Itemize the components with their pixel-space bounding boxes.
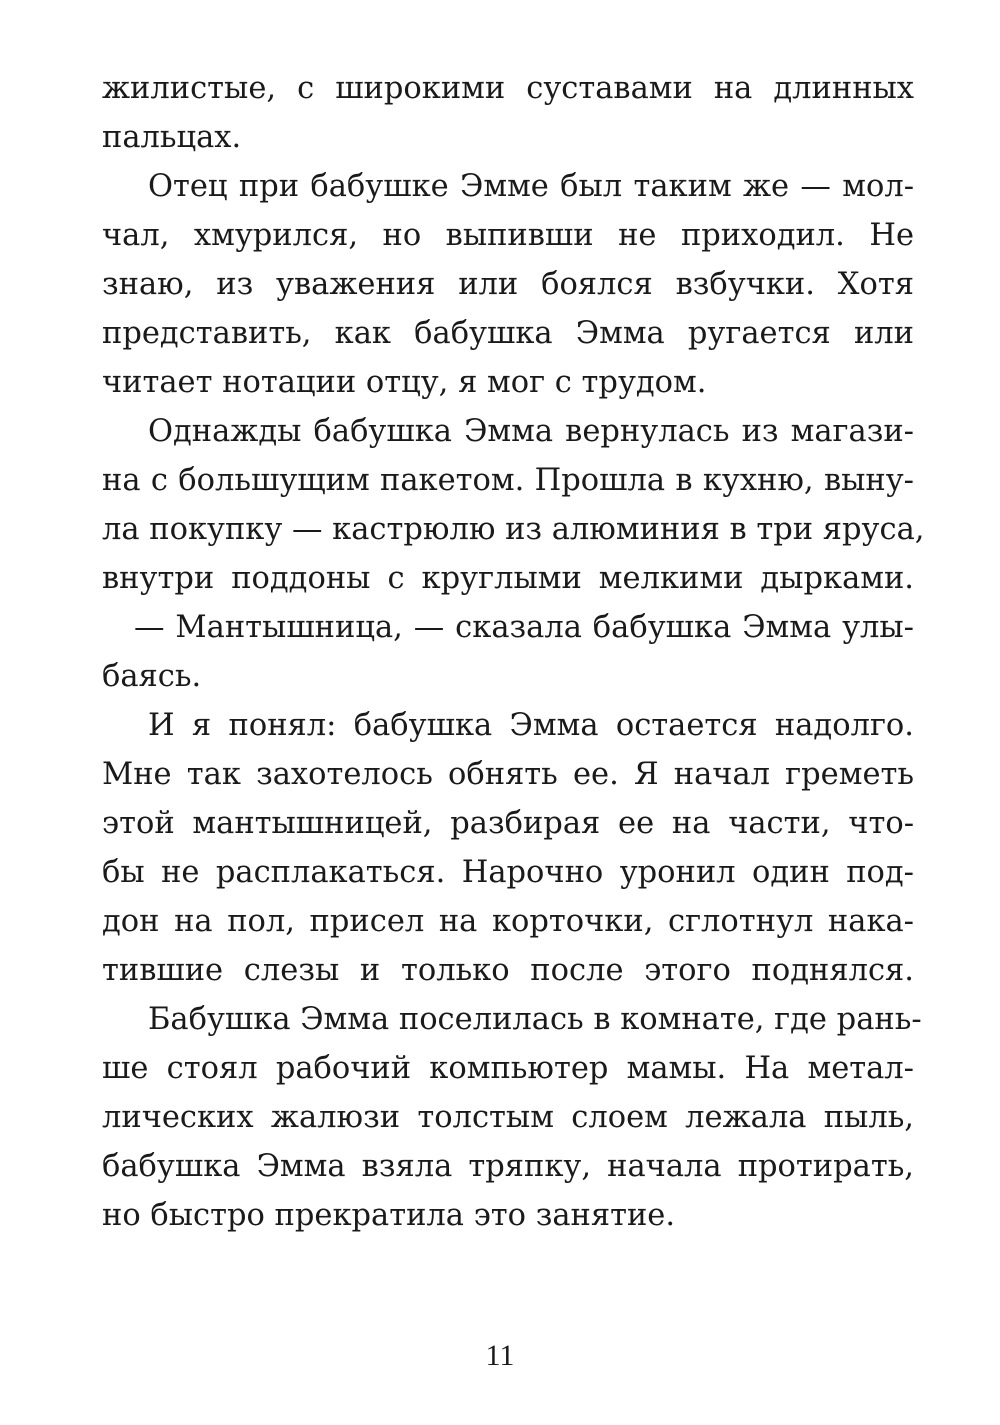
text-line: на с большущим пакетом. Прошла в кухню, выну-: [102, 463, 914, 498]
text-line: Отец при бабушке Эмме был таким же — мол-: [148, 169, 914, 204]
text-line: баясь.: [102, 659, 202, 694]
text-line: ла покупку — кастрюлю из алюминия в три яруса,: [102, 512, 925, 547]
text-line: ше стоял рабочий компьютер мамы. На метал-: [102, 1051, 914, 1086]
page-number: 11: [485, 1339, 515, 1372]
text-line: представить, как бабушка Эмма ругается или: [102, 316, 914, 351]
text-line: лических жалюзи толстым слоем лежала пыль,: [102, 1100, 914, 1135]
text-line: тившие слезы и только после этого поднялся.: [102, 953, 914, 988]
text-line: читает нотации отцу, я мог с трудом.: [102, 365, 707, 400]
text-line: Бабушка Эмма поселилась в комнате, где рань-: [148, 1002, 922, 1037]
text-line: этой мантышницей, разбирая ее на части, что-: [102, 806, 914, 841]
text-line: бы не расплакаться. Нарочно уронил один под-: [102, 855, 914, 890]
text-line: пальцах.: [102, 120, 242, 155]
text-line: чал, хмурился, но выпивши не приходил. Не: [102, 218, 914, 253]
text-line: знаю, из уважения или боялся взбучки. Хотя: [102, 267, 914, 302]
text-line: жилистые, с широкими суставами на длинных: [102, 71, 914, 106]
text-line: Однажды бабушка Эмма вернулась из магази-: [148, 414, 914, 449]
page-text: [102, 64, 925, 1240]
text-line: И я понял: бабушка Эмма остается надолго.: [148, 708, 914, 743]
text-line: но быстро прекратила это занятие.: [102, 1198, 676, 1233]
text-line: бабушка Эмма взяла тряпку, начала протирать,: [102, 1149, 914, 1184]
text-line: — Мантышница, — сказала бабушка Эмма улы-: [134, 610, 914, 645]
text-line: Мне так захотелось обнять ее. Я начал греметь: [102, 757, 914, 792]
text-line: дон на пол, присел на корточки, сглотнул нака-: [102, 904, 914, 939]
text-line: внутри поддоны с круглыми мелкими дырками.: [102, 561, 914, 596]
